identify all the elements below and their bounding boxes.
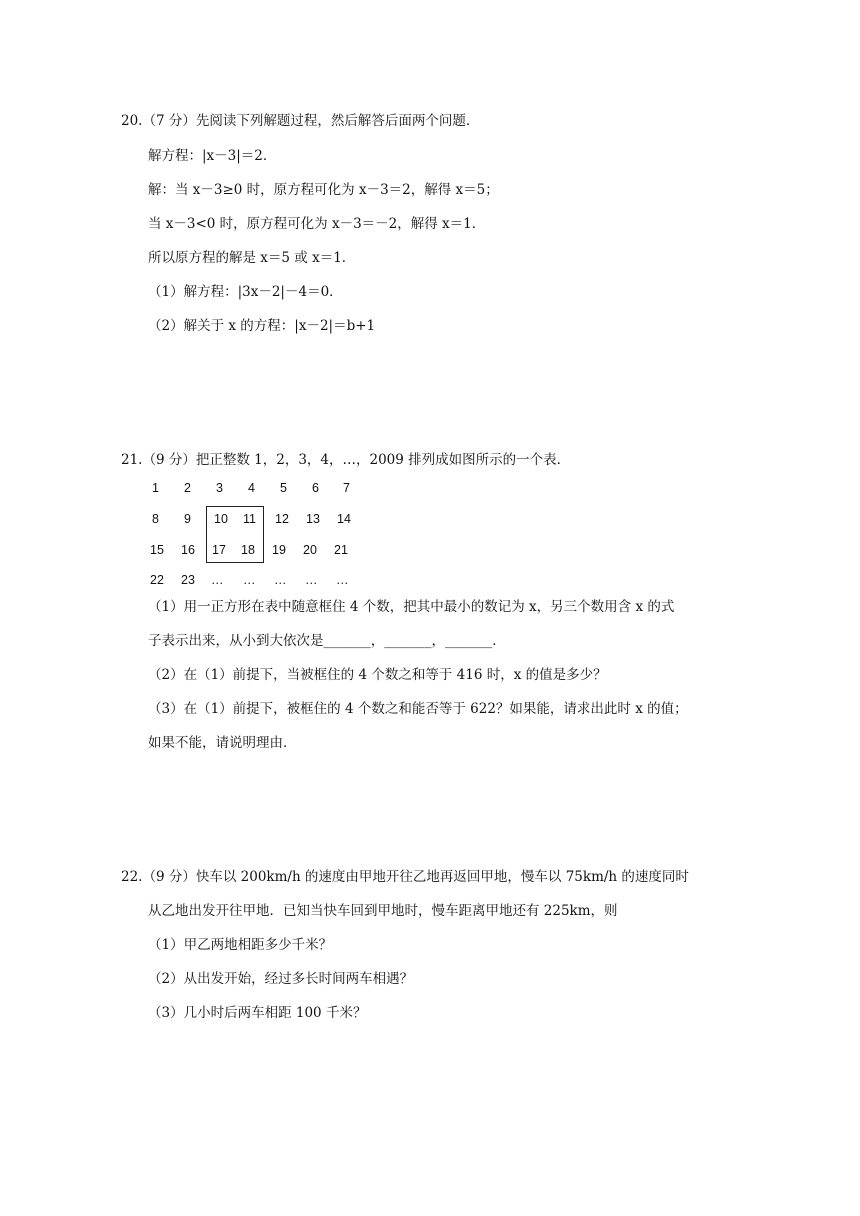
table-cell: … [305, 573, 318, 587]
table-cell: 13 [306, 512, 320, 526]
table-cell: … [336, 573, 349, 587]
table-cell: 11 [243, 512, 256, 526]
q22-part-2: （2）从出发开始，经过多长时间两车相遇？ [148, 971, 414, 987]
table-cell: 4 [248, 481, 255, 495]
q21-part-2: （2）在（1）前提下，当被框住的 4 个数之和等于 416 时，x 的值是多少？ [148, 667, 607, 683]
q20-solution-line-2: 当 x－3<0 时，原方程可化为 x－3＝－2，解得 x＝1． [148, 216, 486, 232]
table-cell: … [211, 573, 224, 587]
q21-part-1-line-2: 子表示出来，从小到大依次是_______，_______，_______． [148, 633, 506, 649]
q20-solution-line-3: 所以原方程的解是 x＝5 或 x＝1． [148, 250, 356, 266]
table-cell: 17 [212, 543, 226, 557]
table-cell: 2 [184, 481, 191, 495]
table-cell: 19 [272, 543, 286, 557]
q20-solution-line-1: 解：当 x－3≥0 时，原方程可化为 x－3＝2，解得 x＝5； [148, 182, 499, 198]
table-cell: 12 [275, 512, 289, 526]
table-cell: 7 [343, 481, 350, 495]
q21-heading: 21.（9 分）把正整数 1，2，3，4，…，2009 排列成如图所示的一个表． [121, 452, 571, 468]
table-cell: 8 [152, 512, 159, 526]
table-cell: 22 [150, 573, 164, 587]
q22-part-3: （3）几小时后两车相距 100 千米？ [148, 1005, 367, 1021]
table-cell: 10 [214, 512, 228, 526]
q22-part-1: （1）甲乙两地相距多少千米？ [148, 937, 333, 953]
table-cell: 23 [181, 573, 195, 587]
table-cell: … [274, 573, 287, 587]
table-cell: 16 [181, 543, 195, 557]
table-cell: 20 [303, 543, 317, 557]
q21-part-3-line-2: 如果不能，请说明理由． [148, 735, 297, 751]
table-cell: 5 [280, 481, 287, 495]
q20-heading: 20.（7 分）先阅读下列解题过程，然后解答后面两个问题． [121, 113, 480, 129]
table-cell: … [243, 573, 256, 587]
table-cell: 18 [241, 543, 255, 557]
q20-equation: 解方程：|x－3|＝2． [148, 148, 277, 164]
table-cell: 14 [337, 512, 351, 526]
q21-part-3-line-1: （3）在（1）前提下，被框住的 4 个数之和能否等于 622？如果能，请求出此时 x 的值； [148, 701, 688, 717]
q21-part-1-line-1: （1）用一正方形在表中随意框住 4 个数，把其中最小的数记为 x，另三个数用含 x 的式 [148, 599, 675, 615]
q22-heading-line-2: 从乙地出发开往甲地．已知当快车回到甲地时，慢车距离甲地还有 225km，则 [148, 903, 618, 919]
selection-square [206, 506, 264, 563]
table-cell: 9 [184, 512, 191, 526]
table-cell: 21 [334, 543, 348, 557]
q20-part-2: （2）解关于 x 的方程：|x－2|＝b+1 [148, 318, 376, 334]
q22-heading: 22.（9 分）快车以 200km/h 的速度由甲地开往乙地再返回甲地，慢车以 75km/h 的速度同时 [121, 869, 689, 885]
table-cell: 15 [150, 543, 164, 557]
table-cell: 6 [312, 481, 319, 495]
table-cell: 1 [152, 481, 159, 495]
q20-part-1: （1）解方程：|3x－2|－4＝0． [148, 284, 343, 300]
table-cell: 3 [216, 481, 223, 495]
